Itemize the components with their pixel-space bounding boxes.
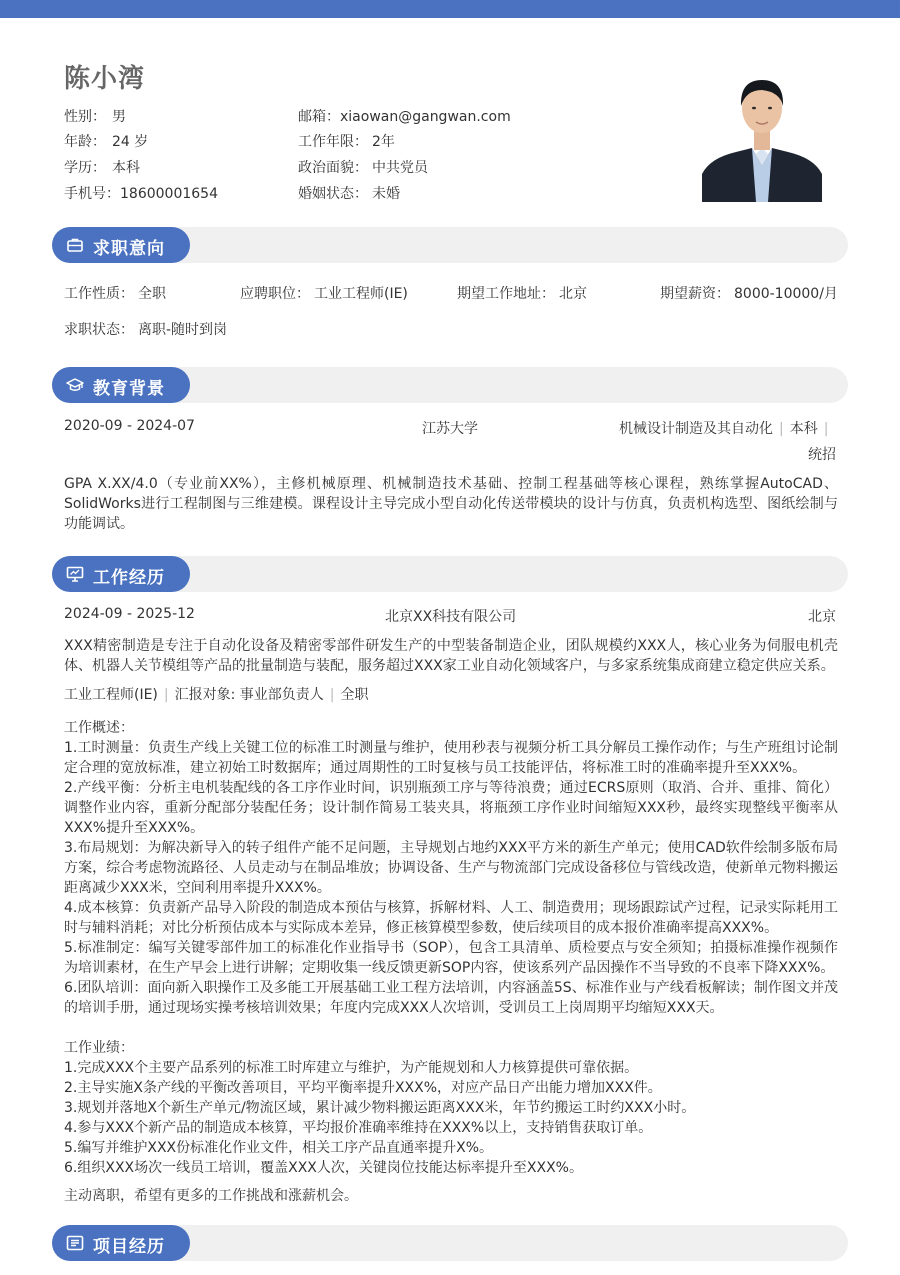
- work-detail-line: 6.组织XXX场次一线员工培训，覆盖XXX人次，关键岗位技能达标率提升至XXX%。: [64, 1160, 583, 1176]
- work-company: 北京XX科技有限公司: [385, 609, 517, 625]
- work-detail-line: 5.编写并维护XXX份标准化作业文件，相关工序产品直通率提升X%。: [64, 1140, 494, 1156]
- work-detail-line: 6.团队培训：面向新入职操作工及多能工开展基础工业工程方法培训，内容涵盖5S、标准作业与产线看板解读；制作图文并茂的培训手册，通过现场实操考核培训效果；年度内完成XXX人次培训，受训员工上岗周期平均缩短XXX天。: [64, 980, 838, 1016]
- work-company-description: XXX精密制造是专注于自动化设备及精密零部件研发生产的中型装备制造企业，团队规模约XXX人，核心业务为伺服电机壳体、机器人关节模组等产品的批量制造与装配，服务超过XXX家工业自动化领域客户，与多家系统集成商建立稳定供应关系。: [64, 638, 838, 674]
- intent-type: 工作性质： 全职: [64, 286, 166, 302]
- work-detail-line: 工作业绩：: [64, 1040, 134, 1056]
- work-detail-line: 4.成本核算：负责新产品导入阶段的制造成本预估与核算，拆解材料、人工、制造费用；现场跟踪试产过程，记录实际耗用工时与辅料消耗；对比分析预估成本与实际成本差异，修正核算模型参数，使后续项目的成本报价准确率提高XXX%。: [64, 900, 838, 936]
- intent-status: 求职状态： 离职-随时到岗: [64, 322, 228, 338]
- education-major-degree: 机械设计制造及其自动化 | 本科 |: [619, 421, 829, 437]
- work-detail-line: 1.工时测量：负责生产线上关键工位的标准工时测量与维护，使用秒表与视频分析工具分解员工操作动作；与生产班组讨论制定合理的宽放标准，建立初始工时数据库；通过周期性的工时复核与员工技能评估，将标准工时的准确率提升至XXX%。: [64, 740, 838, 776]
- info-age: 年龄： 24 岁: [64, 134, 149, 150]
- education-school: 江苏大学: [422, 421, 478, 437]
- education-description: GPA X.XX/4.0（专业前XX%），主修机械原理、机械制造技术基础、控制工程基础等核心课程，熟练掌握AutoCAD、SolidWorks进行工程制图与三维建模。课程设计主导完成小型自动化传送带模块的设计与仿真，负责机构选型、图纸绘制与功能调试。: [64, 476, 838, 532]
- section-header-intent: [52, 227, 848, 263]
- info-phone: 手机号：18600001654: [64, 186, 218, 202]
- work-detail-line: 3.规划并落地X个新生产单元/物流区域，累计减少物料搬运距离XXX米，年节约搬运工时约XXX小时。: [64, 1100, 696, 1116]
- graduation-cap-icon: [66, 376, 84, 394]
- education-period: 2020-09 - 2024-07: [64, 418, 195, 434]
- work-detail-line: 2.主导实施X条产线的平衡改善项目，平均平衡率提升XXX%，对应产品日产出能力增加XXX件。: [64, 1080, 662, 1096]
- monitor-icon: [66, 565, 84, 583]
- intent-salary: 期望薪资： 8000-10000/月: [660, 286, 838, 302]
- work-detail-line: 1.完成XXX个主要产品系列的标准工时库建立与维护，为产能规划和人力核算提供可靠依据。: [64, 1060, 639, 1076]
- profile-photo: [702, 70, 822, 202]
- work-leave-reason: 主动离职，希望有更多的工作挑战和涨薪机会。: [64, 1188, 358, 1204]
- work-detail-line: 4.参与XXX个新产品的制造成本核算，平均报价准确率维持在XXX%以上，支持销售获取订单。: [64, 1120, 653, 1136]
- top-accent-bar: [0, 0, 900, 18]
- info-political-status: 政治面貌： 中共党员: [298, 160, 428, 176]
- work-city: 北京: [808, 609, 836, 625]
- education-type: 统招: [808, 447, 836, 463]
- work-detail-line: [64, 1018, 838, 1038]
- work-detail-line: 3.布局规划：为解决新导入的转子组件产能不足问题，主导规划占地约XXX平方米的新生产单元；使用CAD软件绘制多版布局方案，综合考虑物流路径、人员走动与在制品堆放；协调设备、生产与物流部门完成设备移位与管线改造，使新单元物料搬运距离减少XXX米，空间利用率提升XXX%。: [64, 840, 838, 896]
- info-experience-years: 工作年限： 2年: [298, 134, 395, 150]
- candidate-name: 陈小湾: [64, 64, 146, 94]
- section-title: 求职意向: [93, 239, 165, 259]
- briefcase-icon: [66, 236, 84, 254]
- info-education: 学历： 本科: [64, 160, 140, 176]
- section-header-work: [52, 556, 848, 592]
- work-period: 2024-09 - 2025-12: [64, 606, 195, 622]
- section-title: 项目经历: [93, 1237, 165, 1257]
- info-gender: 性别： 男: [64, 109, 126, 125]
- intent-position: 应聘职位： 工业工程师(IE): [240, 286, 408, 302]
- list-icon: [66, 1234, 84, 1252]
- info-email: 邮箱：xiaowan@gangwan.com: [298, 109, 511, 125]
- work-details: [64, 718, 838, 1178]
- section-title: 教育背景: [93, 379, 165, 399]
- work-detail-line: 工作概述：: [64, 720, 134, 736]
- section-header-project: [52, 1225, 848, 1261]
- section-title: 工作经历: [93, 568, 165, 588]
- work-detail-line: 5.标准制定：编写关键零部件加工的标准化作业指导书（SOP），包含工具清单、质检要点与安全须知；拍摄标准操作视频作为培训素材，在生产早会上进行讲解；定期收集一线反馈更新SOP内容，使该系列产品因操作不当导致的不良率下降XXX%。: [64, 940, 838, 976]
- section-header-education: [52, 367, 848, 403]
- work-detail-line: 2.产线平衡：分析主电机装配线的各工序作业时间，识别瓶颈工序与等待浪费；通过ECRS原则（取消、合并、重排、简化）调整作业内容，重新分配部分装配任务；设计制作简易工装夹具，将瓶颈工序作业时间缩短XXX秒，最终实现整线平衡率从XXX%提升至XXX%。: [64, 780, 838, 836]
- intent-location: 期望工作地址： 北京: [457, 286, 587, 302]
- work-role-line: 工业工程师(IE) | 汇报对象: 事业部负责人 | 全职: [64, 687, 369, 703]
- info-marital-status: 婚姻状态： 未婚: [298, 186, 400, 202]
